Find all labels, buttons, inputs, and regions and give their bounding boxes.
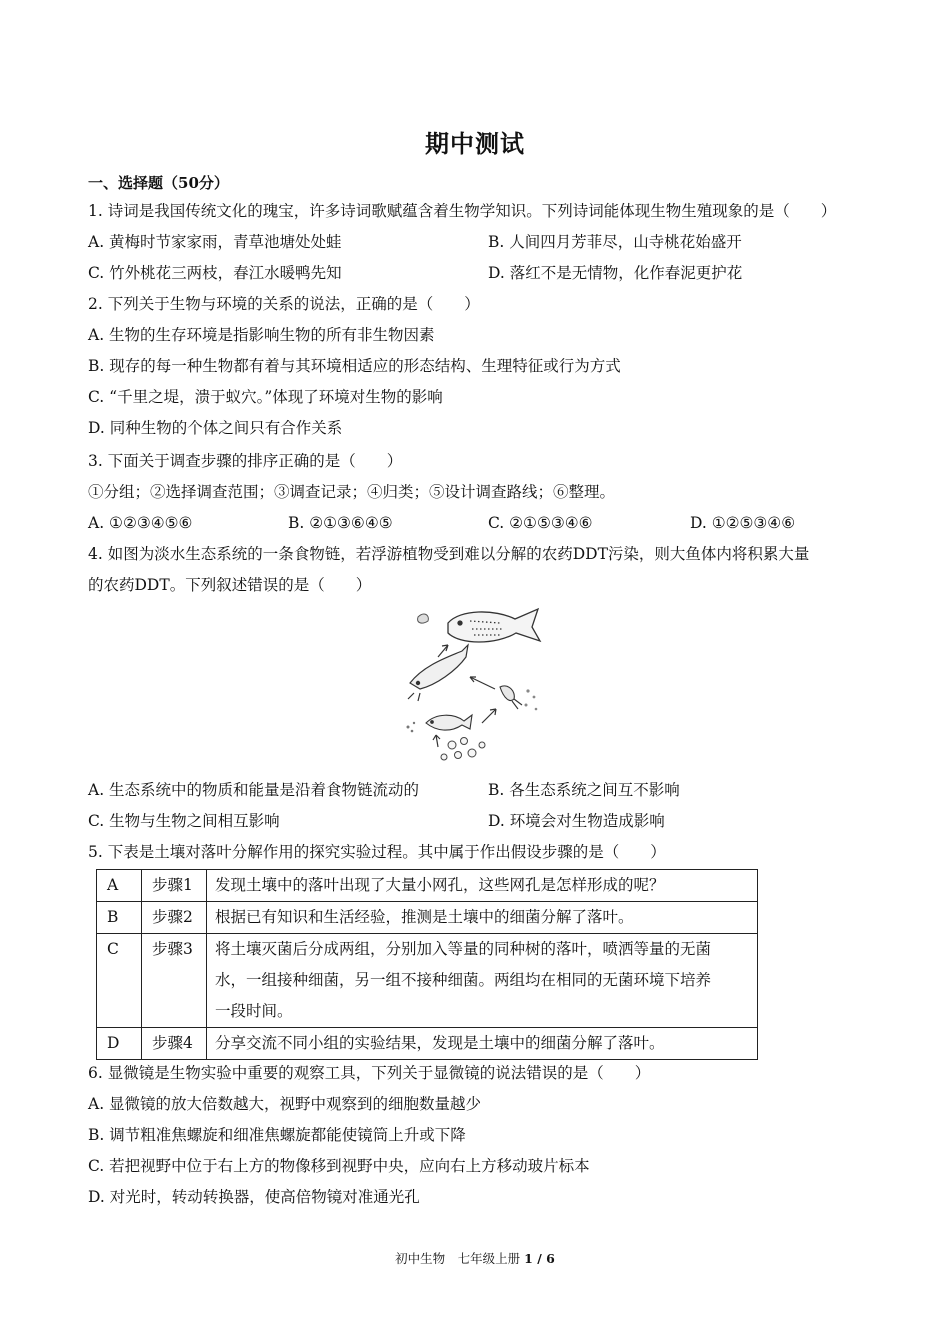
table-row [97,934,758,1028]
experiment-steps-table [96,869,758,1060]
row-description-line: 水，一组接种细菌，另一组不接种细菌。两组均在相同的无菌环境下培养 [215,971,712,989]
question-4-option-b[interactable]: B. 各生态系统之间互不影响 [488,781,680,799]
page-title: 期中测试 [425,129,525,158]
question-2-stem: 2. 下列关于生物与环境的关系的说法，正确的是（ ） [88,295,480,313]
small-fish-icon [426,715,472,730]
question-3-option-a[interactable]: A. ①②③④⑤⑥ [88,514,193,532]
question-4-stem-line-2: 的农药DDT。下列叙述错误的是（ ） [88,576,372,594]
row-description: 分享交流不同小组的实验结果，发现是土壤中的细菌分解了落叶。 [207,1028,758,1060]
question-6-option-d[interactable]: D. 对光时，转动转换器，使高倍物镜对准通光孔 [88,1188,420,1206]
row-description: 发现土壤中的落叶出现了大量小网孔，这些网孔是怎样形成的呢？ [207,870,758,902]
row-description-line: 一段时间。 [215,1002,293,1020]
medium-fish-icon [408,645,468,701]
row-step: 步骤2 [142,902,207,934]
question-6-option-a[interactable]: A. 显微镜的放大倍数越大，视野中观察到的细胞数量越少 [88,1095,482,1113]
row-option[interactable]: A [97,870,142,902]
row-description-line: 将土壤灭菌后分成两组，分别加入等量的同种树的落叶，喷洒等量的无菌 [215,940,712,958]
table-row [97,1028,758,1060]
question-3-option-c[interactable]: C. ②①⑤③④⑥ [488,514,593,532]
row-option[interactable]: B [97,902,142,934]
question-1-stem: 1. 诗词是我国传统文化的瑰宝，许多诗词歌赋蕴含着生物学知识。下列诗词能体现生物生殖现象的是（ ） [88,202,837,220]
big-fish-icon [448,609,540,642]
question-6-option-b[interactable]: B. 调节粗准焦螺旋和细准焦螺旋都能使镜筒上升或下降 [88,1126,466,1144]
phytoplankton-icon [441,738,485,761]
question-6-stem: 6. 显微镜是生物实验中重要的观察工具，下列关于显微镜的说法错误的是（ ） [88,1064,651,1082]
question-1-option-d[interactable]: D. 落红不是无情物，化作春泥更护花 [488,264,743,282]
question-2-option-c[interactable]: C. “千里之堤，溃于蚁穴。”体现了环境对生物的影响 [88,388,443,406]
section-heading: 一、选择题（50分） [88,174,229,192]
row-step: 步骤4 [142,1028,207,1060]
question-2-option-d[interactable]: D. 同种生物的个体之间只有合作关系 [88,419,343,437]
page-footer [0,1249,950,1267]
row-step: 步骤1 [142,870,207,902]
footer-page-number: 1 / 6 [524,1251,555,1266]
leaf-icon [418,614,429,623]
question-4-option-d[interactable]: D. 环境会对生物造成影响 [488,812,665,830]
plankton-dots-icon [525,689,538,710]
question-1-option-c[interactable]: C. 竹外桃花三两枝，春江水暖鸭先知 [88,264,342,282]
question-6-option-c[interactable]: C. 若把视野中位于右上方的物像移到视野中央，应向右上方移动玻片标本 [88,1157,590,1175]
question-3-stem: 3. 下面关于调查步骤的排序正确的是（ ） [88,452,403,470]
question-4-stem-line-1: 4. 如图为淡水生态系统的一条食物链，若浮游植物受到难以分解的农药DDT污染，则大鱼体内将积累大量 [88,545,810,563]
table-row [97,902,758,934]
question-3-option-d[interactable]: D. ①②⑤③④⑥ [690,514,796,532]
question-2-option-b[interactable]: B. 现存的每一种生物都有着与其环境相适应的形态结构、生理特征或行为方式 [88,357,621,375]
footer-subject: 初中生物 七年级上册 [395,1251,521,1266]
shrimp-icon [500,686,522,709]
table-row [97,870,758,902]
row-option[interactable]: C [97,934,142,1028]
question-5-stem: 5. 下表是土壤对落叶分解作用的探究实验过程。其中属于作出假设步骤的是（ ） [88,843,666,861]
food-chain-figure [400,605,550,770]
row-step: 步骤3 [142,934,207,1028]
question-2-option-a[interactable]: A. 生物的生存环境是指影响生物的所有非生物因素 [88,326,435,344]
question-3-option-b[interactable]: B. ②①③⑥④⑤ [288,514,393,532]
question-1-option-b[interactable]: B. 人间四月芳菲尽，山寺桃花始盛开 [488,233,742,251]
question-3-items: ①分组；②选择调查范围；③调查记录；④归类；⑤设计调查路线；⑥整理。 [88,483,616,501]
row-description: 根据已有知识和生活经验，推测是土壤中的细菌分解了落叶。 [207,902,758,934]
row-description [207,934,758,1028]
question-4-option-c[interactable]: C. 生物与生物之间相互影响 [88,812,280,830]
question-1-option-a[interactable]: A. 黄梅时节家家雨，青草池塘处处蛙 [88,233,342,251]
question-4-option-a[interactable]: A. 生态系统中的物质和能量是沿着食物链流动的 [88,781,420,799]
row-option[interactable]: D [97,1028,142,1060]
